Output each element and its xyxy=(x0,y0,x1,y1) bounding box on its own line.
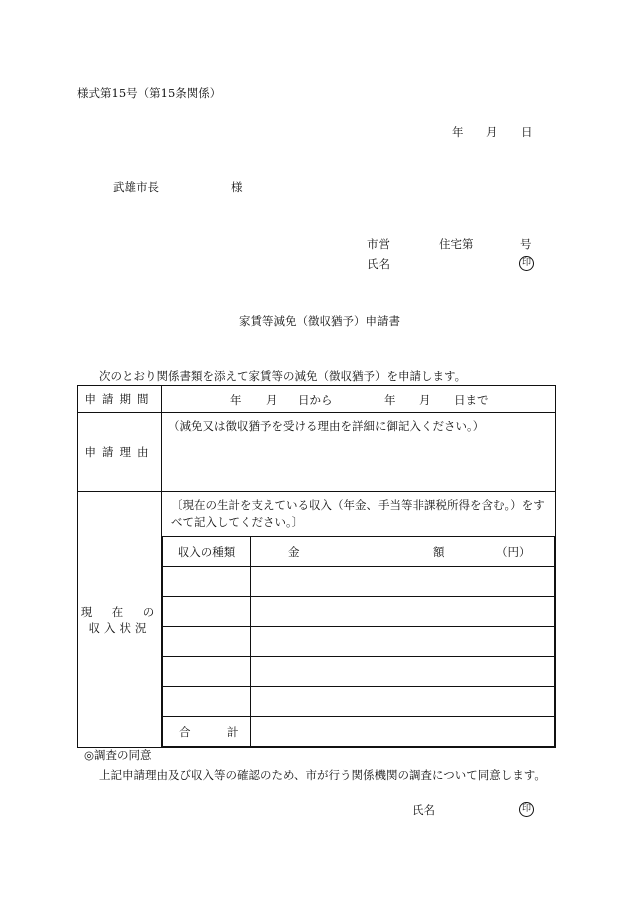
income-kind-cell[interactable] xyxy=(163,657,251,687)
consent-name-label: 氏名 xyxy=(412,803,435,817)
income-amount-cell[interactable] xyxy=(251,687,555,717)
table-row xyxy=(163,597,555,627)
period-label: 申請期間 xyxy=(78,386,162,413)
period-from-year: 年 xyxy=(230,393,242,407)
col-kind-header: 収入の種類 xyxy=(163,537,251,567)
income-kind-cell[interactable] xyxy=(163,597,251,627)
income-label-line1: 現 在 の xyxy=(80,604,159,619)
consent-text: 上記申請理由及び収入等の確認のため、市が行う関係機関の調査について同意します。 xyxy=(99,768,546,782)
income-amount-cell[interactable] xyxy=(251,597,555,627)
table-row xyxy=(163,567,555,597)
housing-prefix: 市営 xyxy=(367,237,390,251)
applicant-name-label: 氏名 xyxy=(367,257,390,271)
reason-field[interactable] xyxy=(162,413,556,492)
housing-middle: 住宅第 xyxy=(439,237,474,251)
period-from-month: 月 xyxy=(266,393,278,407)
income-amount-cell[interactable] xyxy=(251,657,555,687)
period-to-day: 日まで xyxy=(454,393,489,407)
addressee-sama: 様 xyxy=(231,180,243,194)
income-note: 〔現在の生計を支えている収入（年金、手当等非課税所得を含む。）をすべて記入してください。〕 xyxy=(171,498,545,529)
income-label xyxy=(78,492,162,748)
income-kind-cell[interactable] xyxy=(163,567,251,597)
reason-label: 申請理由 xyxy=(78,413,162,492)
total-label xyxy=(163,717,251,747)
income-table xyxy=(162,536,555,747)
intro-text: 次のとおり関係書類を添えて家賃等の減免（徴収猶予）を申請します。 xyxy=(99,369,467,383)
col-amount-right: 額 xyxy=(433,545,445,559)
income-kind-cell[interactable] xyxy=(163,687,251,717)
period-to-month: 月 xyxy=(419,393,431,407)
date-month: 月 xyxy=(486,125,498,139)
consent-heading: ◎調査の同意 xyxy=(84,748,152,762)
income-header-row xyxy=(163,537,555,567)
addressee-mayor: 武雄市長 xyxy=(113,180,159,194)
income-amount-cell[interactable] xyxy=(251,567,555,597)
income-section xyxy=(162,492,556,748)
housing-suffix: 号 xyxy=(520,237,532,251)
col-amount-left: 金 xyxy=(288,545,300,559)
income-amount-cell[interactable] xyxy=(251,627,555,657)
application-table xyxy=(77,385,556,748)
total-amount-cell[interactable] xyxy=(251,717,555,747)
consent-seal-icon: 印 xyxy=(519,802,534,817)
period-to-year: 年 xyxy=(384,393,396,407)
col-unit: （円） xyxy=(496,545,531,559)
form-number: 様式第15号（第15条関係） xyxy=(77,86,222,100)
table-row xyxy=(163,687,555,717)
table-row xyxy=(163,657,555,687)
applicant-seal-icon: 印 xyxy=(519,256,534,271)
period-field[interactable] xyxy=(162,386,556,413)
reason-note: （減免又は徴収猶予を受ける理由を詳細に御記入ください。） xyxy=(168,419,485,433)
total-row xyxy=(163,717,555,747)
date-day: 日 xyxy=(521,125,533,139)
income-kind-cell[interactable] xyxy=(163,627,251,657)
document-title: 家賃等減免（徴収猶予）申請書 xyxy=(239,314,400,328)
date-year: 年 xyxy=(452,125,464,139)
income-label-line2: 収入状況 xyxy=(88,620,151,635)
col-amount-header xyxy=(251,537,555,567)
table-row xyxy=(163,627,555,657)
total-left: 合 xyxy=(179,725,191,739)
period-from-day: 日から xyxy=(298,393,333,407)
total-right: 計 xyxy=(227,725,239,739)
